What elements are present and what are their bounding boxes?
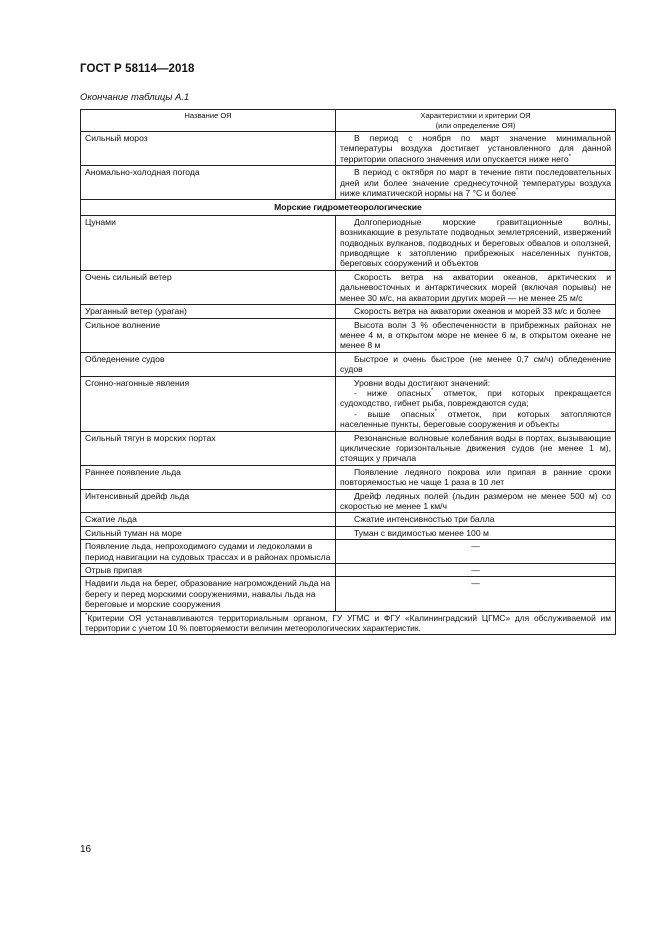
table-row	[81, 166, 616, 200]
hazard-criteria-text: Уровни воды достигают значений:	[354, 377, 491, 388]
hazard-name: Интенсивный дрейф льда	[81, 489, 336, 513]
table-row	[81, 305, 616, 318]
footnote-ref: *	[434, 408, 437, 415]
surge-item-low-end: отметок, при которых прекращается судоходство, гибнет рыба, повреждаются суда;	[340, 387, 611, 409]
table-header-row	[81, 110, 616, 132]
table-row	[81, 318, 616, 352]
hazard-criteria-text: Быстрое и очень быстрое (не менее 0,7 см/ч) обледенение судов	[340, 353, 611, 375]
hazard-name: Сжатие льда	[81, 513, 336, 526]
hazard-name: Сильный мороз	[81, 132, 336, 166]
table-row	[81, 465, 616, 489]
hazard-criteria	[336, 318, 616, 352]
hazard-name: Очень сильный ветер	[81, 270, 336, 304]
column-header-criteria-line2: (или определение ОЯ)	[435, 120, 516, 130]
table-row	[81, 526, 616, 539]
hazard-criteria-text: Появление ледяного покрова или припая в ранние сроки повторяемостью не чаще 1 раза в 10 лет	[340, 466, 611, 488]
hazard-name: Раннее появление льда	[81, 465, 336, 489]
hazard-name: Сильный туман на море	[81, 526, 336, 539]
hazard-name: Аномально-холодная погода	[81, 166, 336, 200]
hazard-criteria-table	[80, 109, 616, 635]
hazard-criteria-text: Туман с видимостью менее 100 м	[354, 527, 489, 538]
table-row	[81, 489, 616, 513]
hazard-name: Сильное волнение	[81, 318, 336, 352]
footnote-row	[81, 611, 616, 634]
hazard-criteria-dash: —	[336, 564, 616, 577]
surge-item-low-start: - ниже опасных	[354, 387, 432, 398]
hazard-criteria-dash: —	[336, 577, 616, 611]
column-header-criteria-line1: Характеристики и критерии ОЯ	[420, 111, 531, 120]
hazard-criteria-text: Высота волн 3 % обеспеченности в прибрежных районах не менее 4 м, в открытом море не менее 6 м, в открытом океане не менее 8 м	[340, 319, 611, 351]
hazard-criteria-text: Долгопериодные морские гравитационные волны, возникающие в результате подводных землетрясений, извержений подводных вулканов, подводных и береговых обвалов и оползней, приводящие к затоплению прибрежных населенных пунктов, береговых сооружений и объектов	[340, 216, 611, 269]
hazard-name: Надвиги льда на берег, образование нагромождений льда на берегу и перед морскими сооружениями, навалы льда на береговые и морские сооружения	[81, 577, 336, 611]
hazard-criteria	[336, 513, 616, 526]
hazard-criteria-text: В период с октября по март в течение пяти последовательных дней или более значение среднесуточной температуры воздуха ниже климатической нормы на 7 °С и более	[340, 167, 611, 199]
footnote-ref: *	[568, 153, 572, 160]
column-header-name: Название ОЯ	[81, 110, 336, 132]
table-caption: Окончание таблицы А.1	[80, 92, 190, 103]
table-row	[81, 376, 616, 431]
footnote-text: Критерии ОЯ устанавливаются территориальным органом, ГУ УГМС и ФГУ «Калининградский ЦГМС» для обслуживаемой им территории с учетом 10 % повторяемости величин метеорологических характеристик.	[85, 612, 611, 633]
document-standard-header: ГОСТ Р 58114—2018	[80, 63, 195, 75]
table-row	[81, 132, 616, 166]
column-header-criteria	[336, 110, 616, 132]
surge-item-high-start: - выше опасных	[354, 408, 435, 419]
hazard-criteria	[336, 431, 616, 465]
table-row	[81, 270, 616, 304]
hazard-criteria	[336, 376, 616, 431]
hazard-criteria	[336, 270, 616, 304]
table-row	[81, 577, 616, 611]
table-row	[81, 540, 616, 564]
hazard-criteria-text: Резонансные волновые колебания воды в портах, вызывающие циклические горизонтальные движения судов (не менее 1 м), стоящих у причала	[340, 432, 611, 464]
table-row	[81, 215, 616, 270]
hazard-name: Цунами	[81, 215, 336, 270]
table-footnote	[81, 611, 616, 634]
hazard-criteria	[336, 305, 616, 318]
hazard-criteria	[336, 166, 616, 200]
surge-item-high-end: отметок, при которых затопляются населенные пункты, береговые сооружения и объекты	[340, 408, 611, 430]
section-row	[81, 200, 616, 215]
hazard-criteria-text: Скорость ветра на акватории океанов и морей 33 м/с и более	[354, 306, 601, 317]
section-title: Морские гидрометеорологические	[81, 200, 616, 215]
page-number: 16	[80, 844, 92, 855]
hazard-name: Сильный тягун в морских портах	[81, 431, 336, 465]
hazard-criteria	[336, 352, 616, 376]
table-row	[81, 352, 616, 376]
hazard-name: Появление льда, непроходимого судами и ледоколами в период навигации на судовых трассах и в районах промысла	[81, 540, 336, 564]
footnote-mark: *	[85, 612, 88, 619]
hazard-name: Отрыв припая	[81, 564, 336, 577]
hazard-name: Ураганный ветер (ураган)	[81, 305, 336, 318]
hazard-criteria	[336, 489, 616, 513]
hazard-name: Обледенение судов	[81, 352, 336, 376]
hazard-criteria	[336, 215, 616, 270]
footnote-ref: *	[515, 188, 519, 195]
hazard-criteria-text: Дрейф ледяных полей (льдин размером не менее 500 м) со скоростью не менее 1 км/ч	[340, 490, 611, 511]
table-row	[81, 564, 616, 577]
hazard-criteria	[336, 465, 616, 489]
hazard-criteria	[336, 526, 616, 539]
hazard-criteria	[336, 132, 616, 166]
hazard-criteria-text: В период с ноября по март значение минимальной температуры воздуха достигает установленного для данной территории опасного значения или опускается ниже него	[340, 133, 611, 164]
table-row	[81, 431, 616, 465]
hazard-name: Сгонно-нагонные явления	[81, 376, 336, 431]
footnote-ref: *	[431, 388, 434, 395]
hazard-criteria-text: Сжатие интенсивностью три балла	[354, 514, 495, 525]
hazard-criteria-dash: —	[336, 540, 616, 564]
table-row	[81, 513, 616, 526]
hazard-criteria-text: Скорость ветра на акватории океанов, арктических и дальневосточных и антарктических морей (включая порывы) не менее 30 м/с, на акватории других морей — не менее 25 м/с	[340, 271, 611, 303]
